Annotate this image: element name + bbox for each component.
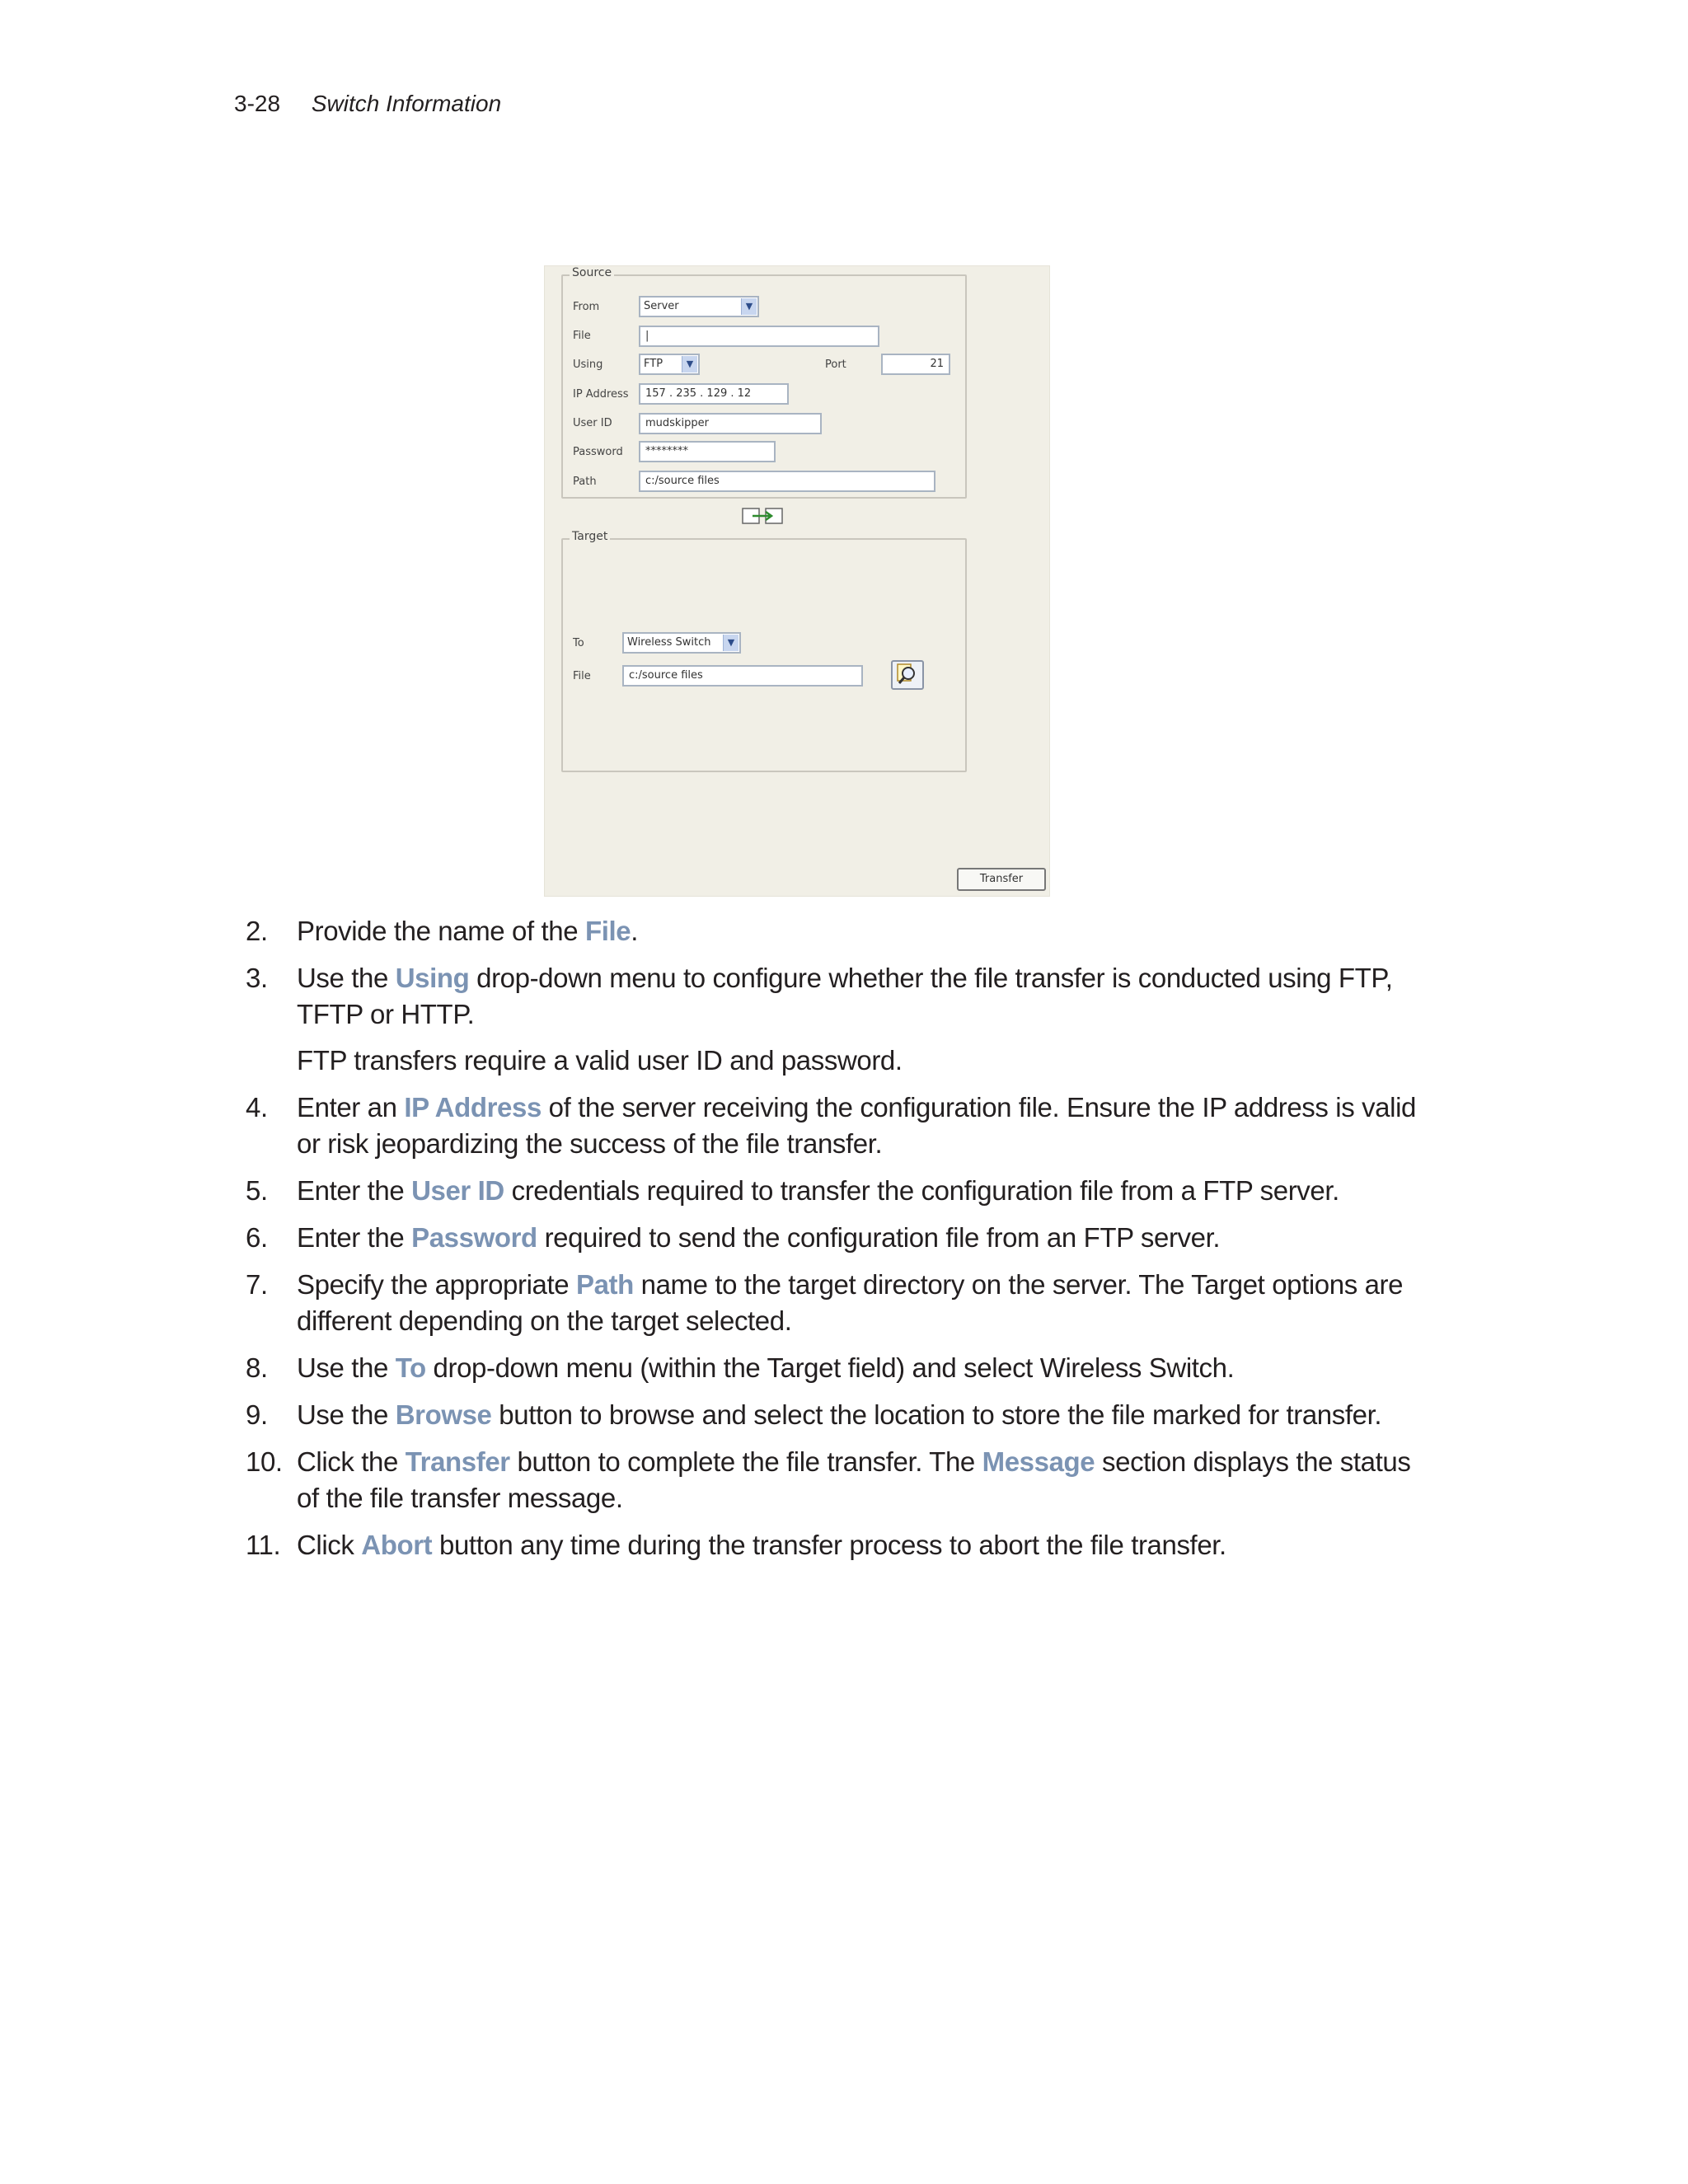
step-text-pre: Enter the bbox=[297, 1175, 412, 1206]
step-text-post: name to the target directory on the server. The Target options are different depending on the target selected. bbox=[297, 1269, 1404, 1336]
file-transfer-screenshot bbox=[544, 265, 1050, 897]
step-text-pre: Use the bbox=[297, 1352, 396, 1383]
step-text-pre: Click bbox=[297, 1530, 362, 1560]
using-label: Using bbox=[573, 359, 603, 371]
step-text-post: of the server receiving the configuration file. Ensure the IP address is valid or risk jeopardizing the success of the file transfer. bbox=[297, 1092, 1416, 1159]
step-keyword: Abort bbox=[361, 1530, 433, 1560]
step-text-pre: Enter an bbox=[297, 1092, 405, 1122]
step-text bbox=[297, 1222, 1220, 1253]
step-item bbox=[246, 1173, 1416, 1209]
from-select[interactable] bbox=[639, 296, 759, 317]
ip-address-input[interactable]: 157 . 235 . 129 . 12 bbox=[639, 383, 789, 405]
password-input[interactable]: ******** bbox=[639, 441, 776, 462]
source-legend: Source bbox=[570, 266, 614, 279]
to-select-value: Wireless Switch bbox=[627, 636, 711, 649]
step-text-post: credentials required to transfer the configuration file from a FTP server. bbox=[504, 1175, 1339, 1206]
step-keyword: Path bbox=[575, 1269, 634, 1300]
step-text-post: . bbox=[631, 916, 638, 946]
chevron-down-icon: ▼ bbox=[741, 298, 757, 315]
step-keyword: Browse bbox=[395, 1399, 492, 1430]
step-keyword: Password bbox=[411, 1222, 537, 1253]
step-item bbox=[246, 1527, 1416, 1563]
step-number: 11. bbox=[246, 1530, 281, 1560]
from-label: From bbox=[573, 301, 600, 313]
chevron-down-icon: ▼ bbox=[682, 356, 697, 373]
source-group bbox=[561, 266, 967, 499]
step-keyword: File bbox=[584, 916, 631, 946]
step-text bbox=[297, 1269, 1403, 1336]
step-text-post: button any time during the transfer process to abort the file transfer. bbox=[432, 1530, 1226, 1560]
steps-list bbox=[246, 913, 1416, 1574]
transfer-button[interactable]: Transfer bbox=[957, 868, 1046, 891]
step-number: 3. bbox=[246, 963, 268, 993]
step-keyword: Transfer bbox=[405, 1446, 510, 1477]
step-keyword: IP Address bbox=[404, 1092, 542, 1122]
step-text-pre: Use the bbox=[297, 963, 396, 993]
step-keyword: User ID bbox=[411, 1175, 504, 1206]
page-header bbox=[234, 91, 501, 117]
step-text-post: drop-down menu (within the Target field) and select Wireless Switch. bbox=[425, 1352, 1235, 1383]
transfer-direction-icon[interactable] bbox=[741, 505, 784, 527]
browse-button[interactable] bbox=[891, 660, 924, 690]
step-text bbox=[297, 1446, 1410, 1513]
step-text-pre: Click the bbox=[297, 1446, 406, 1477]
chevron-down-icon: ▼ bbox=[723, 635, 738, 651]
to-label: To bbox=[573, 637, 584, 649]
user-id-label: User ID bbox=[573, 417, 612, 429]
file-label: File bbox=[573, 330, 591, 342]
step-number: 10. bbox=[246, 1446, 283, 1477]
step-item bbox=[246, 1350, 1416, 1386]
step-text-pre: Enter the bbox=[297, 1222, 412, 1253]
step-text-pre: Provide the name of the bbox=[297, 916, 585, 946]
from-select-value: Server bbox=[644, 300, 679, 312]
step-item bbox=[246, 960, 1416, 1079]
to-select[interactable] bbox=[622, 632, 741, 654]
step-note: FTP transfers require a valid user ID and password. bbox=[297, 1045, 903, 1076]
step-text bbox=[297, 1530, 1226, 1560]
step-item bbox=[246, 1397, 1416, 1433]
step-text-post: section displays the status of the file transfer message. bbox=[297, 1446, 1411, 1513]
step-item bbox=[246, 1267, 1416, 1339]
step-item bbox=[246, 913, 1416, 949]
password-label: Password bbox=[573, 446, 623, 458]
target-file-label: File bbox=[573, 670, 591, 682]
step-text-post: button to browse and select the location to store the file marked for transfer. bbox=[491, 1399, 1382, 1430]
step-keyword: Using bbox=[395, 963, 470, 993]
step-keyword: Message bbox=[982, 1446, 1095, 1477]
source-file-input[interactable]: | bbox=[639, 326, 879, 347]
step-item bbox=[246, 1444, 1416, 1516]
step-text bbox=[297, 1175, 1339, 1206]
path-label: Path bbox=[573, 476, 597, 488]
step-number: 2. bbox=[246, 916, 268, 946]
target-group bbox=[561, 530, 967, 772]
browse-magnifier-icon bbox=[893, 662, 922, 688]
section-title: Switch Information bbox=[311, 91, 502, 116]
ip-address-label: IP Address bbox=[573, 388, 629, 401]
step-number: 5. bbox=[246, 1175, 268, 1206]
target-legend: Target bbox=[570, 530, 610, 543]
step-item bbox=[246, 1090, 1416, 1162]
step-text-post: required to send the configuration file from an FTP server. bbox=[537, 1222, 1221, 1253]
step-text bbox=[297, 1399, 1381, 1430]
using-select-value: FTP bbox=[644, 358, 663, 370]
step-number: 4. bbox=[246, 1092, 268, 1122]
step-text-pre: Use the bbox=[297, 1399, 396, 1430]
port-input[interactable]: 21 bbox=[881, 354, 950, 375]
step-number: 9. bbox=[246, 1399, 268, 1430]
step-text bbox=[297, 963, 1393, 1029]
target-file-input[interactable]: c:/source files bbox=[622, 665, 863, 687]
step-number: 7. bbox=[246, 1269, 268, 1300]
step-number: 6. bbox=[246, 1222, 268, 1253]
step-number: 8. bbox=[246, 1352, 268, 1383]
page-number: 3-28 bbox=[234, 91, 281, 116]
path-input[interactable]: c:/source files bbox=[639, 471, 935, 492]
user-id-input[interactable]: mudskipper bbox=[639, 413, 822, 434]
step-text bbox=[297, 1092, 1416, 1159]
step-text-pre: Specify the appropriate bbox=[297, 1269, 576, 1300]
step-text-post: drop-down menu to configure whether the file transfer is conducted using FTP, TFTP or HTTP. bbox=[297, 963, 1393, 1029]
step-text bbox=[297, 1352, 1234, 1383]
port-label: Port bbox=[825, 359, 846, 371]
using-select[interactable] bbox=[639, 354, 700, 375]
step-item bbox=[246, 1220, 1416, 1256]
step-text bbox=[297, 916, 638, 946]
step-keyword: To bbox=[395, 1352, 426, 1383]
step-text-post: button to complete the file transfer. The bbox=[509, 1446, 982, 1477]
